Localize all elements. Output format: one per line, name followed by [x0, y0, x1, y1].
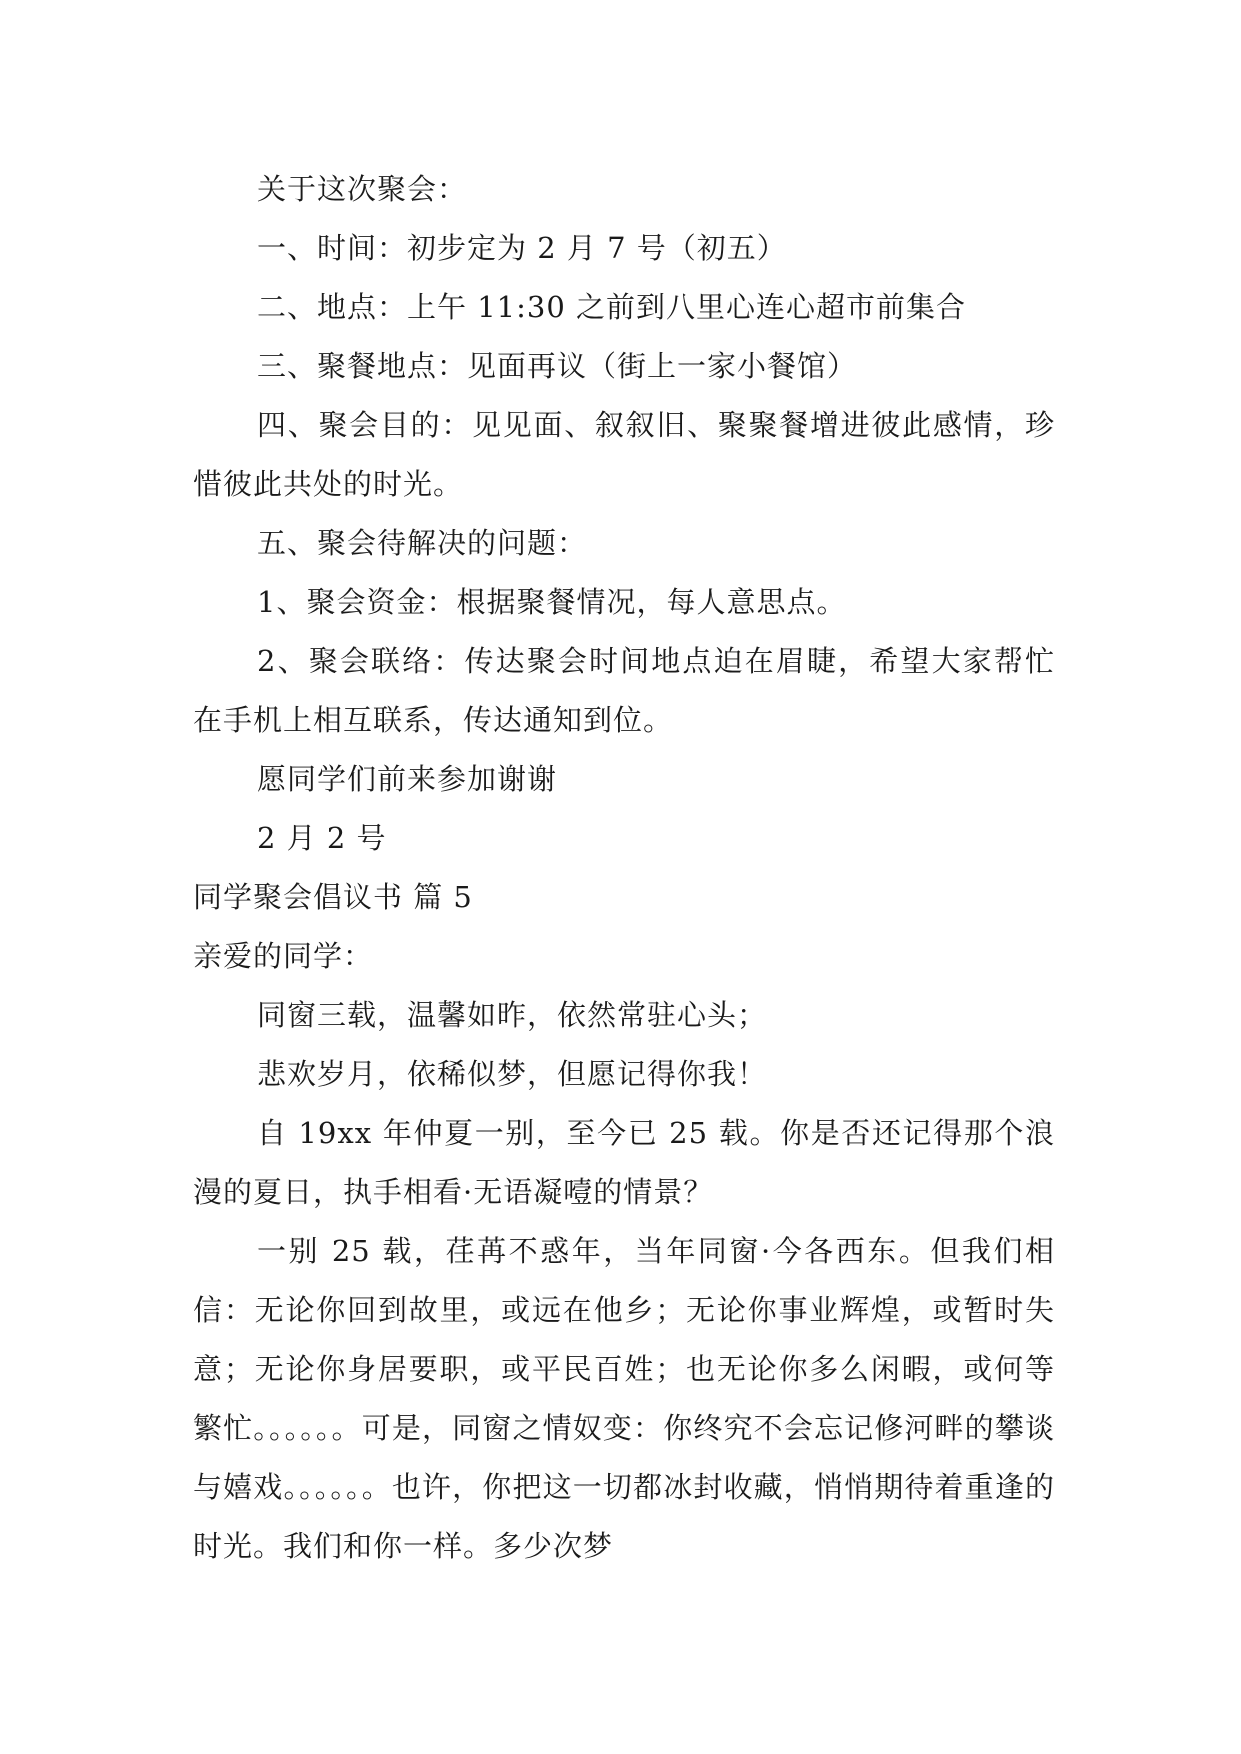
paragraph-about-gathering: 关于这次聚会： — [257, 172, 468, 206]
paragraph-verse-1: 同窗三载，温馨如昨，依然常驻心头； — [257, 998, 768, 1032]
paragraph-verse-2: 悲欢岁月，依稀似梦，但愿记得你我！ — [257, 1057, 768, 1091]
paragraph-issues-heading: 五、聚会待解决的问题： — [257, 526, 588, 560]
paragraph-location: 二、地点：上午 11:30 之前到八里心连心超市前集合 — [257, 290, 967, 324]
paragraph-contact: 2、聚会联络：传达聚会时间地点迫在眉睫，希望大家帮忙在手机上相互联系，传达通知到位。 — [193, 644, 1055, 737]
paragraph-invitation: 愿同学们前来参加谢谢 — [257, 762, 558, 796]
paragraph-memory: 自 19xx 年仲夏一别，至今已 25 载。你是否还记得那个浪漫的夏日，执手相看·无语凝噎的情景？ — [193, 1116, 1055, 1209]
paragraph-dining-location: 三、聚餐地点：见面再议（街上一家小餐馆） — [257, 349, 858, 383]
document-body — [193, 160, 1055, 1576]
salutation: 亲爱的同学： — [193, 939, 374, 973]
paragraph-date: 2 月 2 号 — [257, 821, 387, 855]
section-title: 同学聚会倡议书 篇 5 — [193, 880, 473, 914]
paragraph-purpose: 四、聚会目的：见见面、叙叙旧、聚聚餐增进彼此感情，珍惜彼此共处的时光。 — [193, 408, 1055, 501]
paragraph-funding: 1、聚会资金：根据聚餐情况，每人意思点。 — [257, 585, 847, 619]
paragraph-time: 一、时间：初步定为 2 月 7 号（初五） — [257, 231, 787, 265]
paragraph-reflection: 一别 25 载，荏苒不惑年，当年同窗·今各西东。但我们相信：无论你回到故里，或远在他乡；无论你事业辉煌，或暂时失意；无论你身居要职，或平民百姓；也无论你多么闲暇，或何等繁忙。。。。。。可是，同窗之情奴变：你终究不会忘记修河畔的攀谈与嬉戏。。。。。。也许，你把这一切都冰封收藏，悄悄期待着重逢的时光。我们和你一样。多少次梦 — [193, 1234, 1055, 1563]
